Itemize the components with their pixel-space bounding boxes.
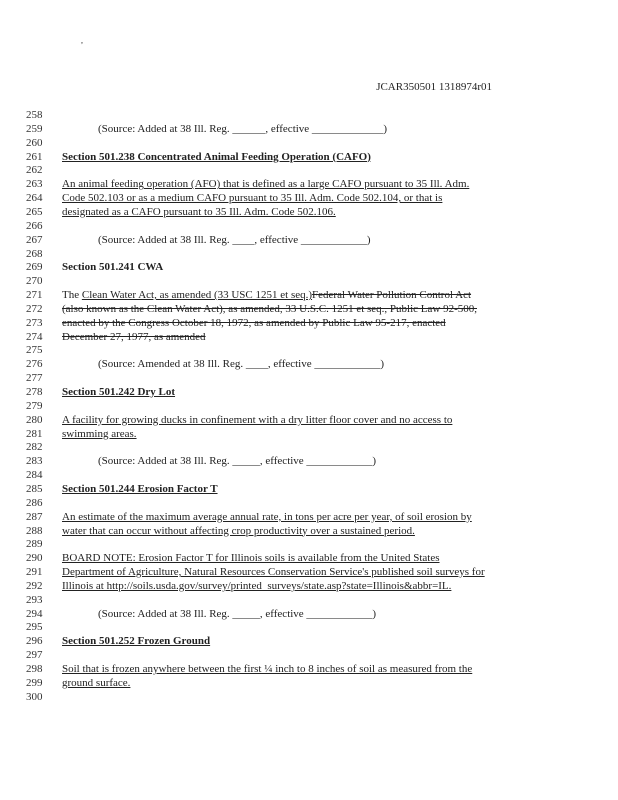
line-number: 258 (26, 109, 43, 121)
text-segment: The (62, 289, 82, 302)
text-segment: Code 502.103 or as a medium CAFO pursuant to 35 Ill. Adm. Code 502.104, or that is (62, 192, 443, 205)
line-text (62, 510, 472, 524)
source-note (98, 357, 384, 371)
line-number: 279 (26, 399, 43, 412)
line-text (62, 150, 371, 164)
line-number: 283 (26, 455, 43, 468)
line-264 (0, 191, 618, 205)
line-292 (0, 579, 618, 593)
text-segment: Section 501.241 CWA (62, 261, 164, 274)
line-279 (0, 399, 618, 413)
line-285 (0, 482, 618, 496)
line-text (62, 413, 452, 427)
line-number: 260 (26, 136, 43, 149)
text-segment: Section 501.252 Frozen Ground (62, 635, 211, 648)
line-text (62, 579, 451, 593)
line-number: 295 (26, 621, 43, 634)
line-278 (0, 385, 618, 399)
line-266 (0, 219, 618, 233)
line-293 (0, 593, 618, 607)
text-segment: water that can occur without affecting crop productivity over a sustained period. (62, 524, 415, 537)
line-299 (0, 676, 618, 690)
text-segment: (also known as the Clean Water Act), as amended, 33 U.S.C. 1251 et seq., Public Law 92-500, (62, 302, 477, 315)
line-268 (0, 247, 618, 261)
line-274 (0, 330, 618, 344)
text-segment: An estimate of the maximum average annual rate, in tons per acre per year, of soil erosion by (62, 510, 472, 523)
line-text (62, 191, 442, 205)
line-text (62, 385, 175, 399)
line-286 (0, 496, 618, 510)
line-number: 273 (26, 316, 43, 329)
line-271 (0, 288, 618, 302)
line-number: 262 (26, 164, 43, 177)
line-text (62, 524, 415, 538)
text-segment: swimming areas. (62, 427, 137, 440)
line-number: 270 (26, 275, 43, 288)
text-segment: Department of Agriculture, Natural Resources Conservation Service's published soil surveys for (62, 566, 485, 579)
line-number: 289 (26, 538, 43, 551)
line-text (62, 565, 485, 579)
line-267 (0, 233, 618, 247)
source-note (98, 607, 376, 621)
line-text (62, 662, 472, 676)
line-number: 298 (26, 663, 43, 675)
line-text (62, 288, 471, 302)
line-number: 300 (26, 690, 43, 703)
line-number: 285 (26, 482, 43, 495)
line-296 (0, 634, 618, 648)
line-262 (0, 163, 618, 177)
line-260 (0, 136, 618, 150)
line-294 (0, 607, 618, 621)
line-number: 264 (26, 192, 43, 205)
line-300 (0, 690, 618, 704)
line-284 (0, 468, 618, 482)
text-segment: designated as a CAFO pursuant to 35 Ill. Adm. Code 502.106. (62, 205, 336, 218)
line-text (62, 205, 336, 219)
line-number: 286 (26, 496, 43, 509)
line-number: 267 (26, 233, 43, 246)
source-note (98, 454, 376, 468)
line-273 (0, 316, 618, 330)
text-segment: ground surface. (62, 676, 131, 689)
line-259 (0, 122, 618, 136)
text-segment: Section 501.242 Dry Lot (62, 386, 176, 398)
line-number: 266 (26, 219, 43, 232)
text-segment: (Source: Added at 38 Ill. Reg. ______, effective _____________) (98, 122, 388, 135)
line-289 (0, 537, 618, 551)
text-segment: An animal feeding operation (AFO) that is defined as a large CAFO pursuant to 35 Ill. Adm. (62, 178, 470, 191)
line-number: 278 (26, 386, 43, 398)
line-269 (0, 260, 618, 274)
line-text (62, 482, 218, 496)
line-number: 280 (26, 413, 43, 426)
line-number: 291 (26, 566, 43, 579)
line-277 (0, 371, 618, 385)
line-number: 265 (26, 205, 43, 218)
line-number: 276 (26, 358, 43, 371)
line-number: 274 (26, 330, 43, 343)
line-number: 263 (26, 178, 43, 191)
line-295 (0, 620, 618, 634)
line-number: 277 (26, 372, 43, 385)
line-272 (0, 302, 618, 316)
text-segment: Section 501.238 Concentrated Animal Feeding Operation (CAFO) (62, 150, 371, 163)
line-287 (0, 510, 618, 524)
text-segment: Clean Water Act, as amended (33 USC 1251 et seq.) (81, 289, 313, 302)
line-281 (0, 427, 618, 441)
line-288 (0, 524, 618, 538)
line-text (62, 634, 210, 648)
text-segment: A facility for growing ducks in confinement with a dry litter floor cover and no access to (62, 413, 453, 426)
line-number: 297 (26, 649, 43, 662)
line-number: 272 (26, 302, 43, 315)
text-segment: Federal Water Pollution Control Act (312, 289, 472, 302)
line-270 (0, 274, 618, 288)
line-number: 259 (26, 122, 43, 135)
line-276 (0, 357, 618, 371)
line-text (62, 330, 206, 344)
line-text (62, 316, 446, 330)
line-297 (0, 648, 618, 662)
line-number: 296 (26, 635, 43, 648)
line-282 (0, 440, 618, 454)
line-280 (0, 413, 618, 427)
source-note (98, 233, 371, 247)
text-segment: (Source: Amended at 38 Ill. Reg. ____, effective ____________) (98, 358, 385, 371)
line-number: 299 (26, 676, 43, 689)
text-segment: December 27, 1977, as amended (62, 330, 206, 343)
line-263 (0, 177, 618, 191)
text-segment: Soil that is frozen anywhere between the first ¼ inch to 8 inches of soil as measured from the (62, 663, 473, 675)
line-number: 261 (26, 150, 43, 163)
line-number: 292 (26, 579, 43, 592)
line-number: 284 (26, 469, 43, 482)
line-number: 281 (26, 427, 43, 440)
document-id: JCAR350501 1318974r01 (376, 81, 492, 93)
line-290 (0, 551, 618, 565)
line-283 (0, 454, 618, 468)
line-number: 294 (26, 607, 43, 620)
line-text (62, 427, 137, 441)
source-note (98, 122, 387, 136)
text-segment: Section 501.244 Erosion Factor T (62, 482, 218, 495)
line-265 (0, 205, 618, 219)
line-text (62, 177, 469, 191)
text-segment: Illinois at http://soils.usda.gov/survey/printed_surveys/state.asp?state=Illinois&abbr=IL. (62, 579, 452, 592)
line-291 (0, 565, 618, 579)
text-segment: (Source: Added at 38 Ill. Reg. ____, effective ____________) (98, 233, 371, 246)
line-298 (0, 662, 618, 676)
line-number: 275 (26, 344, 43, 357)
line-text (62, 676, 130, 690)
line-text (62, 302, 477, 316)
line-number: 282 (26, 441, 43, 454)
line-text (62, 551, 440, 565)
line-number: 269 (26, 261, 43, 274)
line-number: 268 (26, 247, 43, 260)
text-segment: enacted by the Congress October 18, 1972, as amended by Public Law 95-217, enacted (62, 316, 446, 329)
stray-mark: , (81, 36, 83, 45)
line-number: 290 (26, 552, 43, 565)
line-number: 287 (26, 510, 43, 523)
text-segment: (Source: Added at 38 Ill. Reg. _____, effective ____________) (98, 455, 377, 468)
line-text (62, 260, 163, 274)
line-261 (0, 150, 618, 164)
line-number: 288 (26, 524, 43, 537)
text-segment: (Source: Added at 38 Ill. Reg. _____, effective ____________) (98, 607, 377, 620)
line-number: 293 (26, 593, 43, 606)
line-275 (0, 343, 618, 357)
line-258 (0, 108, 618, 122)
text-segment: BOARD NOTE: Erosion Factor T for Illinois soils is available from the United States (62, 552, 440, 565)
line-number: 271 (26, 289, 43, 302)
